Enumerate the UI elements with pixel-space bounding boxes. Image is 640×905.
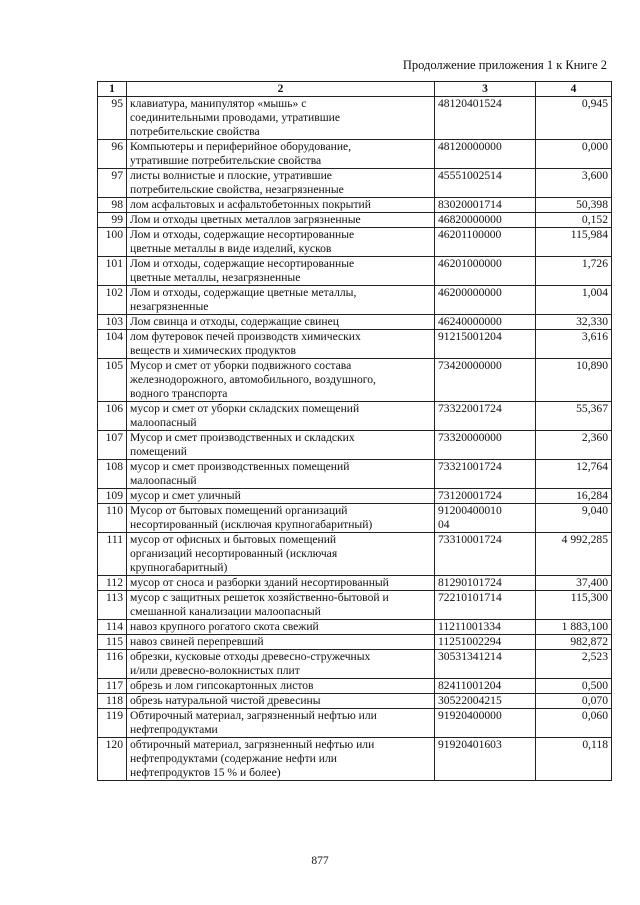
waste-code: 46201100000 <box>435 228 536 257</box>
table-row <box>98 228 612 257</box>
waste-code: 83020001714 <box>435 198 536 213</box>
waste-amount: 0,000 <box>536 140 612 169</box>
waste-name: листы волнистые и плоские, утратившие потребительские свойства, незагрязненные <box>127 169 435 198</box>
waste-name: обтирочный материал, загрязненный нефтью или нефтепродуктами (содержание нефти или нефтепродуктов 15 % и более) <box>127 738 435 781</box>
column-header: 1 <box>98 82 127 97</box>
table-row <box>98 402 612 431</box>
row-number: 99 <box>98 213 127 228</box>
row-number: 104 <box>98 330 127 359</box>
row-number: 113 <box>98 591 127 620</box>
waste-table <box>97 81 612 781</box>
waste-amount: 1,726 <box>536 257 612 286</box>
row-number: 115 <box>98 635 127 650</box>
waste-code: 72210101714 <box>435 591 536 620</box>
waste-amount: 115,984 <box>536 228 612 257</box>
row-number: 107 <box>98 431 127 460</box>
row-number: 116 <box>98 650 127 679</box>
waste-code: 11251002294 <box>435 635 536 650</box>
table-row <box>98 709 612 738</box>
waste-amount: 1 883,100 <box>536 620 612 635</box>
column-header: 4 <box>536 82 612 97</box>
table-row <box>98 286 612 315</box>
waste-amount: 0,060 <box>536 709 612 738</box>
table-row <box>98 533 612 576</box>
waste-amount: 2,523 <box>536 650 612 679</box>
waste-name: мусор и смет уличный <box>127 489 435 504</box>
waste-amount: 2,360 <box>536 431 612 460</box>
waste-name: лом асфальтовых и асфальтобетонных покрытий <box>127 198 435 213</box>
waste-amount: 16,284 <box>536 489 612 504</box>
waste-name: Компьютеры и периферийное оборудование, утратившие потребительские свойства <box>127 140 435 169</box>
waste-amount: 50,398 <box>536 198 612 213</box>
row-number: 105 <box>98 359 127 402</box>
row-number: 100 <box>98 228 127 257</box>
waste-name: клавиатура, манипулятор «мышь» с соединительными проводами, утратившие потребительские свойства <box>127 97 435 140</box>
waste-code: 73420000000 <box>435 359 536 402</box>
table-row <box>98 620 612 635</box>
column-header: 3 <box>435 82 536 97</box>
waste-name: Лом и отходы, содержащие несортированные цветные металлы, незагрязненные <box>127 257 435 286</box>
waste-amount: 9,040 <box>536 504 612 533</box>
row-number: 112 <box>98 576 127 591</box>
waste-name: обрезь натуральной чистой древесины <box>127 694 435 709</box>
waste-code: 46240000000 <box>435 315 536 330</box>
waste-code: 91920400000 <box>435 709 536 738</box>
waste-code: 91200400010 04 <box>435 504 536 533</box>
waste-code: 81290101724 <box>435 576 536 591</box>
table-header-row <box>98 82 612 97</box>
waste-amount: 12,764 <box>536 460 612 489</box>
page-header: Продолжение приложения 1 к Книге 2 <box>402 58 607 72</box>
waste-amount: 32,330 <box>536 315 612 330</box>
table-row <box>98 504 612 533</box>
row-number: 114 <box>98 620 127 635</box>
table-body <box>98 97 612 781</box>
table-row <box>98 460 612 489</box>
row-number: 95 <box>98 97 127 140</box>
waste-amount: 55,367 <box>536 402 612 431</box>
waste-code: 73120001724 <box>435 489 536 504</box>
waste-name: обрезь и лом гипсокартонных листов <box>127 679 435 694</box>
waste-code: 73321001724 <box>435 460 536 489</box>
page-number: 877 <box>311 855 329 867</box>
waste-code: 11211001334 <box>435 620 536 635</box>
waste-amount: 0,070 <box>536 694 612 709</box>
waste-name: Лом свинца и отходы, содержащие свинец <box>127 315 435 330</box>
waste-code: 30531341214 <box>435 650 536 679</box>
row-number: 98 <box>98 198 127 213</box>
row-number: 120 <box>98 738 127 781</box>
waste-amount: 0,152 <box>536 213 612 228</box>
row-number: 111 <box>98 533 127 576</box>
waste-name: Лом и отходы, содержащие цветные металлы, незагрязненные <box>127 286 435 315</box>
table-row <box>98 431 612 460</box>
waste-code: 46200000000 <box>435 286 536 315</box>
waste-name: навоз крупного рогатого скота свежий <box>127 620 435 635</box>
waste-code: 73320000000 <box>435 431 536 460</box>
waste-name: Мусор и смет производственных и складских помещений <box>127 431 435 460</box>
waste-name: Мусор от бытовых помещений организаций несортированный (исключая крупногабаритный) <box>127 504 435 533</box>
row-number: 97 <box>98 169 127 198</box>
table-row <box>98 635 612 650</box>
waste-name: мусор от офисных и бытовых помещений организаций несортированный (исключая крупногабаритный) <box>127 533 435 576</box>
waste-amount: 3,600 <box>536 169 612 198</box>
waste-name: навоз свиней перепревший <box>127 635 435 650</box>
waste-name: лом футеровок печей производств химических веществ и химических продуктов <box>127 330 435 359</box>
waste-name: мусор и смет от уборки складских помещений малоопасный <box>127 402 435 431</box>
table-row <box>98 359 612 402</box>
waste-name: Мусор и смет от уборки подвижного состава железнодорожного, автомобильного, воздушного, водного транспорта <box>127 359 435 402</box>
table-row <box>98 315 612 330</box>
row-number: 117 <box>98 679 127 694</box>
waste-amount: 982,872 <box>536 635 612 650</box>
waste-name: мусор и смет производственных помещений малоопасный <box>127 460 435 489</box>
waste-amount: 4 992,285 <box>536 533 612 576</box>
row-number: 110 <box>98 504 127 533</box>
waste-code: 82411001204 <box>435 679 536 694</box>
waste-name: обрезки, кусковые отходы древесно-стружечных и/или древесно-волокнистых плит <box>127 650 435 679</box>
waste-amount: 115,300 <box>536 591 612 620</box>
table-row <box>98 738 612 781</box>
waste-code: 73322001724 <box>435 402 536 431</box>
table-row <box>98 140 612 169</box>
table-row <box>98 169 612 198</box>
row-number: 103 <box>98 315 127 330</box>
table-row <box>98 97 612 140</box>
table-row <box>98 489 612 504</box>
waste-amount: 0,945 <box>536 97 612 140</box>
waste-code: 46820000000 <box>435 213 536 228</box>
table-row <box>98 257 612 286</box>
table-row <box>98 198 612 213</box>
table-row <box>98 213 612 228</box>
row-number: 96 <box>98 140 127 169</box>
row-number: 102 <box>98 286 127 315</box>
row-number: 108 <box>98 460 127 489</box>
waste-name: мусор от сноса и разборки зданий несортированный <box>127 576 435 591</box>
waste-name: Лом и отходы цветных металлов загрязненные <box>127 213 435 228</box>
waste-name: мусор с защитных решеток хозяйственно-бытовой и смешанной канализации малоопасный <box>127 591 435 620</box>
waste-amount: 1,004 <box>536 286 612 315</box>
waste-amount: 37,400 <box>536 576 612 591</box>
column-header: 2 <box>127 82 435 97</box>
waste-amount: 10,890 <box>536 359 612 402</box>
waste-amount: 3,616 <box>536 330 612 359</box>
table-row <box>98 576 612 591</box>
waste-name: Лом и отходы, содержащие несортированные цветные металлы в виде изделий, кусков <box>127 228 435 257</box>
waste-code: 91920401603 <box>435 738 536 781</box>
waste-amount: 0,500 <box>536 679 612 694</box>
row-number: 106 <box>98 402 127 431</box>
row-number: 109 <box>98 489 127 504</box>
waste-amount: 0,118 <box>536 738 612 781</box>
waste-code: 91215001204 <box>435 330 536 359</box>
waste-code: 73310001724 <box>435 533 536 576</box>
table-row <box>98 694 612 709</box>
table-row <box>98 330 612 359</box>
waste-name: Обтирочный материал, загрязненный нефтью или нефтепродуктами <box>127 709 435 738</box>
table-row <box>98 679 612 694</box>
row-number: 119 <box>98 709 127 738</box>
row-number: 101 <box>98 257 127 286</box>
row-number: 118 <box>98 694 127 709</box>
waste-code: 48120401524 <box>435 97 536 140</box>
waste-code: 45551002514 <box>435 169 536 198</box>
waste-code: 30522004215 <box>435 694 536 709</box>
waste-code: 46201000000 <box>435 257 536 286</box>
table-row <box>98 591 612 620</box>
waste-code: 48120000000 <box>435 140 536 169</box>
table-row <box>98 650 612 679</box>
